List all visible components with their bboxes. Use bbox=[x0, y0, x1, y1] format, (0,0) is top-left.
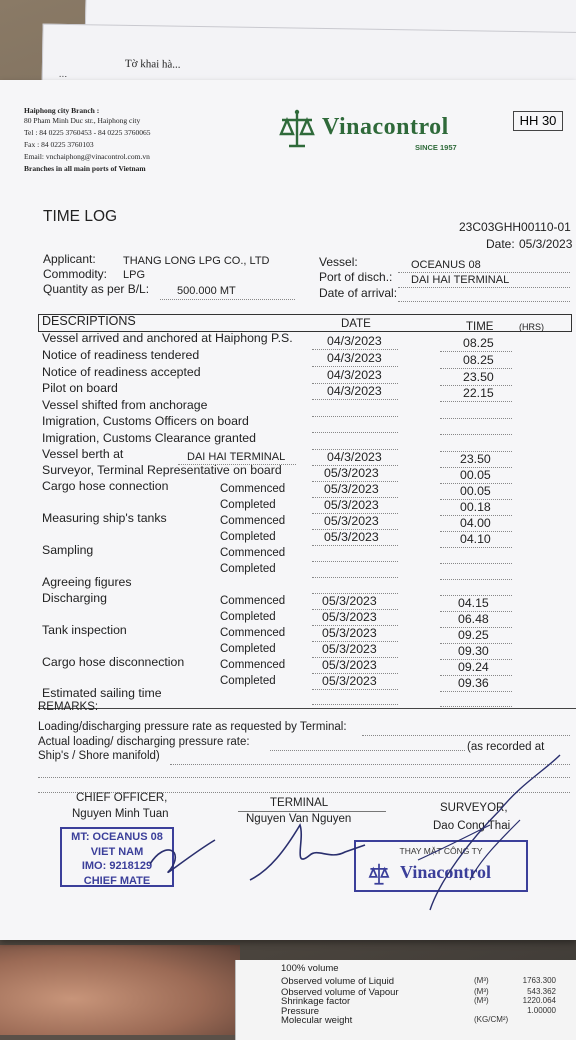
row-date: 04/3/2023 bbox=[327, 368, 382, 382]
row-description: Estimated sailing time bbox=[42, 686, 162, 700]
commodity-label: Commodity: bbox=[43, 267, 108, 281]
vessel-value: OCEANUS 08 bbox=[411, 259, 481, 271]
row-time: 08.25 bbox=[463, 336, 494, 350]
row-date: 04/3/2023 bbox=[327, 351, 382, 365]
time-log-document bbox=[0, 80, 576, 940]
row-time: 04.15 bbox=[458, 596, 489, 610]
row-time: 22.15 bbox=[463, 386, 494, 400]
ship-stamp-line: IMO: 9218129 bbox=[81, 860, 153, 872]
handwritten-signatures bbox=[0, 80, 576, 940]
row-time: 04.00 bbox=[460, 516, 491, 530]
background-doc-text: ... bbox=[58, 68, 68, 80]
port-label: Port of disch.: bbox=[319, 270, 393, 284]
since-text: SINCE 1957 bbox=[415, 143, 457, 152]
bottom-doc-label: Molecular weight bbox=[281, 1015, 353, 1026]
row-description: Vessel berth at bbox=[42, 447, 124, 461]
descriptions-header: DESCRIPTIONS bbox=[42, 314, 136, 328]
row-sub-label: Completed bbox=[220, 499, 276, 511]
document-date-value: 05/3/2023 bbox=[519, 237, 573, 251]
row-date: 05/3/2023 bbox=[322, 658, 377, 672]
row-time: 09.30 bbox=[458, 644, 489, 658]
row-description: Notice of readiness tendered bbox=[42, 348, 200, 362]
remarks-label: REMARKS: bbox=[38, 701, 99, 713]
row-sub-label: Completed bbox=[220, 563, 276, 575]
bottom-doc-value: 1.00000 bbox=[527, 1006, 556, 1015]
row-date: 05/3/2023 bbox=[324, 482, 379, 496]
bottom-doc-label: Pressure bbox=[281, 1006, 320, 1017]
row-description: Cargo hose disconnection bbox=[42, 655, 185, 669]
row-sub-label: DAI HAI TERMINAL bbox=[187, 451, 286, 463]
row-description: Measuring ship's tanks bbox=[42, 511, 167, 525]
vinacontrol-logo-text: Vinacontrol bbox=[322, 114, 449, 140]
row-sub-label: Completed bbox=[220, 675, 276, 687]
port-value: DAI HAI TERMINAL bbox=[411, 274, 510, 286]
applicant-label: Applicant: bbox=[43, 252, 96, 266]
chief-officer-title: CHIEF OFFICER, bbox=[76, 792, 168, 804]
remarks-line-3: Ship's / Shore manifold) bbox=[38, 750, 160, 762]
quantity-label: Quantity as per B/L: bbox=[43, 282, 150, 296]
row-time: 09.25 bbox=[458, 628, 489, 642]
quantity-value: 500.000 MT bbox=[177, 285, 236, 297]
row-description: Sampling bbox=[42, 543, 94, 557]
surveyor-name: Dao Cong Thai bbox=[433, 820, 511, 832]
row-description: Vessel arrived and anchored at Haiphong P.S. bbox=[42, 331, 293, 345]
background-doc-title: Tờ khai hà... bbox=[124, 57, 181, 71]
row-sub-label: Commenced bbox=[220, 483, 286, 495]
row-date: 05/3/2023 bbox=[324, 514, 379, 528]
row-date: 04/3/2023 bbox=[327, 450, 382, 464]
row-date: 05/3/2023 bbox=[322, 642, 377, 656]
arrival-label: Date of arrival: bbox=[319, 286, 398, 300]
branches-note: Branches in all main ports of Vietnam bbox=[24, 164, 146, 173]
bottom-doc-label: 100% volume bbox=[281, 963, 339, 974]
branch-email: Email: vnchaiphong@vinacontrol.com.vn bbox=[24, 152, 150, 161]
terminal-name: Nguyen Van Nguyen bbox=[246, 813, 352, 825]
bottom-doc-label: Observed volume of Liquid bbox=[281, 976, 395, 987]
row-description: Notice of readiness accepted bbox=[42, 365, 201, 379]
remarks-line-1: Loading/discharging pressure rate as requested by Terminal: bbox=[38, 721, 347, 733]
branch-address: 80 Pham Minh Duc str., Haiphong city bbox=[24, 116, 141, 125]
chief-officer-name: Nguyen Minh Tuan bbox=[72, 808, 169, 820]
row-date: 05/3/2023 bbox=[324, 466, 379, 480]
bottom-doc-label: Observed volume of Vapour bbox=[281, 987, 399, 998]
row-time: 23.50 bbox=[460, 452, 491, 466]
row-description: Vessel shifted from anchorage bbox=[42, 398, 208, 412]
row-description: Imigration, Customs Clearance granted bbox=[42, 431, 256, 445]
row-time: 00.05 bbox=[460, 484, 491, 498]
row-sub-label: Commenced bbox=[220, 547, 286, 559]
row-time: 06.48 bbox=[458, 612, 489, 626]
row-time: 23.50 bbox=[463, 370, 494, 384]
row-date: 05/3/2023 bbox=[322, 594, 377, 608]
row-time: 00.05 bbox=[460, 468, 491, 482]
ship-stamp-line: CHIEF MATE bbox=[83, 874, 151, 887]
row-time: 09.36 bbox=[458, 676, 489, 690]
row-description: Discharging bbox=[42, 591, 107, 605]
document-date-label: Date: bbox=[486, 237, 515, 251]
document-title: TIME LOG bbox=[43, 208, 118, 225]
vessel-label: Vessel: bbox=[319, 255, 358, 269]
row-sub-label: Commenced bbox=[220, 659, 286, 671]
row-date: 05/3/2023 bbox=[324, 530, 379, 544]
row-description: Agreeing figures bbox=[42, 575, 132, 589]
hrs-header: (HRS) bbox=[519, 322, 544, 332]
row-sub-label: Completed bbox=[220, 531, 276, 543]
row-date: 05/3/2023 bbox=[324, 498, 379, 512]
terminal-title: TERMINAL bbox=[270, 797, 329, 809]
ship-stamp-line: MT: OCEANUS 08 bbox=[71, 831, 163, 843]
row-time: 08.25 bbox=[463, 353, 494, 367]
row-description: Imigration, Customs Officers on board bbox=[42, 414, 249, 428]
bottom-doc-value: 1220.064 bbox=[522, 996, 556, 1005]
bottom-doc-value: 543.362 bbox=[527, 987, 556, 996]
row-sub-label: Commenced bbox=[220, 515, 286, 527]
bottom-doc-value: 1763.300 bbox=[522, 976, 556, 985]
row-sub-label: Completed bbox=[220, 643, 276, 655]
date-header: DATE bbox=[341, 318, 371, 330]
commodity-value: LPG bbox=[123, 269, 146, 281]
row-time: 09.24 bbox=[458, 660, 489, 674]
row-description: Tank inspection bbox=[42, 623, 127, 637]
row-description: Cargo hose connection bbox=[42, 479, 169, 493]
row-description: Pilot on board bbox=[42, 381, 118, 395]
bottom-doc-label: Shrinkage factor bbox=[281, 996, 351, 1007]
applicant-value: THANG LONG LPG CO., LTD bbox=[123, 255, 270, 267]
ship-stamp-line: VIET NAM bbox=[90, 845, 144, 858]
row-date: 05/3/2023 bbox=[322, 610, 377, 624]
form-code-box: HH 30 bbox=[513, 111, 563, 131]
bottom-doc-unit: (M³) bbox=[474, 996, 489, 1005]
bottom-doc-unit: (M³) bbox=[474, 976, 489, 985]
company-stamp-caption: THAY MẶT CÔNG TY bbox=[399, 846, 483, 856]
row-sub-label: Completed bbox=[220, 611, 276, 623]
row-sub-label: Commenced bbox=[220, 627, 286, 639]
company-stamp-logo-text: Vinacontrol bbox=[400, 862, 492, 882]
remarks-line-2-note: (as recorded at bbox=[467, 741, 545, 753]
row-sub-label: Commenced bbox=[220, 595, 286, 607]
row-description: Surveyor, Terminal Representative on board bbox=[42, 463, 282, 477]
bottom-doc-unit: (KG/CM²) bbox=[474, 1015, 509, 1024]
branch-tel: Tel : 84 0225 3760453 - 84 0225 3760065 bbox=[24, 128, 151, 137]
branch-title: Haiphong city Branch : bbox=[24, 106, 100, 115]
bottom-document bbox=[235, 960, 576, 1040]
row-date: 05/3/2023 bbox=[322, 674, 377, 688]
surveyor-title: SURVEYOR, bbox=[440, 802, 508, 814]
bottom-doc-unit: (M³) bbox=[474, 987, 489, 996]
row-date: 05/3/2023 bbox=[322, 626, 377, 640]
reference-number: 23C03GHH00110-01 bbox=[459, 220, 571, 234]
row-time: 00.18 bbox=[460, 500, 491, 514]
row-date: 04/3/2023 bbox=[327, 334, 382, 348]
time-header: TIME bbox=[466, 321, 494, 333]
row-date: 04/3/2023 bbox=[327, 384, 382, 398]
remarks-line-2: Actual loading/ discharging pressure rate: bbox=[38, 736, 250, 748]
branch-fax: Fax : 84 0225 3760103 bbox=[24, 140, 94, 149]
row-time: 04.10 bbox=[460, 532, 491, 546]
hand bbox=[0, 945, 240, 1035]
